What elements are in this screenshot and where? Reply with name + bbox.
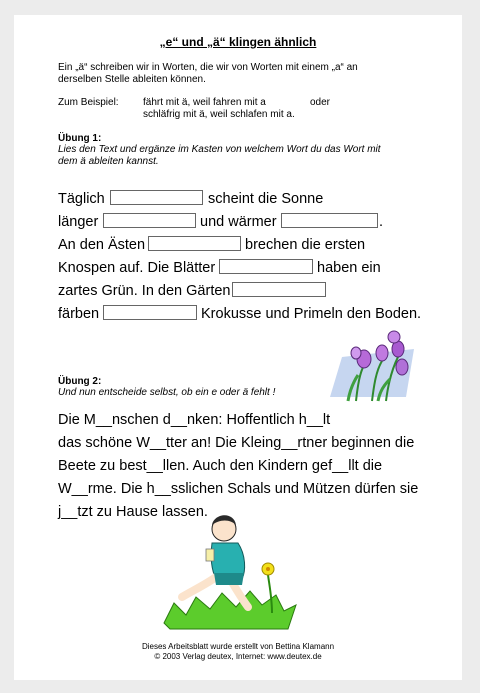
ex1-line-1-b: scheint die Sonne <box>208 191 324 207</box>
ex1-line-6-a: färben <box>58 306 100 322</box>
answer-box-7[interactable] <box>103 305 197 320</box>
ex2-line-4: W__rme. Die h__sslichen Schals und Mützen dürfen sie <box>58 481 419 497</box>
child-on-grass-illustration <box>160 505 300 633</box>
answer-box-6[interactable] <box>232 282 326 297</box>
answer-box-1[interactable] <box>110 190 203 205</box>
exercise-2-heading: Übung 2: <box>58 376 102 387</box>
footer-author: Dieses Arbeitsblatt wurde erstellt von Bettina Klamann <box>141 642 335 651</box>
exercise-1-instruction-1: Lies den Text und ergänze im Kasten von welchem Wort du das Wort mit <box>58 144 381 155</box>
answer-box-4[interactable] <box>148 236 241 251</box>
ex1-line-2-b: und wärmer <box>200 214 277 230</box>
ex1-line-1-a: Täglich <box>58 191 105 207</box>
ex1-line-3-b: brechen die ersten <box>245 237 366 253</box>
ex2-line-2: das schöne W__tter an! Die Kleing__rtner beginnen die <box>58 435 415 451</box>
exercise-2-instruction: Und nun entscheide selbst, ob ein e oder ä fehlt ! <box>58 387 276 398</box>
example-label: Zum Beispiel: <box>58 97 119 108</box>
intro-line-1: Ein „ä“ schreiben wir in Worten, die wir von Worten mit einem „a“ an <box>58 62 358 73</box>
example-line-1: fährt mit ä, weil fahren mit a <box>143 97 266 108</box>
worksheet <box>14 15 462 680</box>
ex1-line-4-a: Knospen auf. Die Blätter <box>58 260 216 276</box>
ex2-line-1: Die M__nschen d__nken: Hoffentlich h__lt <box>58 412 331 428</box>
intro-line-2: derselben Stelle ableiten können. <box>58 74 206 85</box>
footer-copyright: © 2003 Verlag deutex, Internet: www.deutex.de <box>154 652 322 661</box>
exercise-1-instruction-2: dem ä ableiten kannst. <box>58 156 159 167</box>
answer-box-5[interactable] <box>219 259 313 274</box>
ex1-line-3-a: An den Ästen <box>58 237 146 253</box>
answer-box-2[interactable] <box>103 213 196 228</box>
ex1-line-6-b: Krokusse und Primeln den Boden. <box>201 306 422 322</box>
crocus-illustration <box>328 327 416 405</box>
ex2-line-3: Beete zu best__llen. Auch den Kindern gef__llt die <box>58 458 383 474</box>
ex1-line-2-a: länger <box>58 214 99 230</box>
answer-box-3[interactable] <box>281 213 378 228</box>
ex1-line-4-b: haben ein <box>317 260 381 276</box>
example-line-2: schläfrig mit ä, weil schlafen mit a. <box>143 109 295 120</box>
page-title: „e“ und „ä“ klingen ähnlich <box>159 35 317 49</box>
exercise-1-heading: Übung 1: <box>58 133 102 144</box>
example-or: oder <box>310 97 331 108</box>
ex1-line-2-c: . <box>379 214 384 230</box>
ex2-line-5: j__tzt zu Hause lassen. <box>58 504 208 520</box>
ex1-line-5-a: zartes Grün. In den Gärten <box>58 283 231 299</box>
